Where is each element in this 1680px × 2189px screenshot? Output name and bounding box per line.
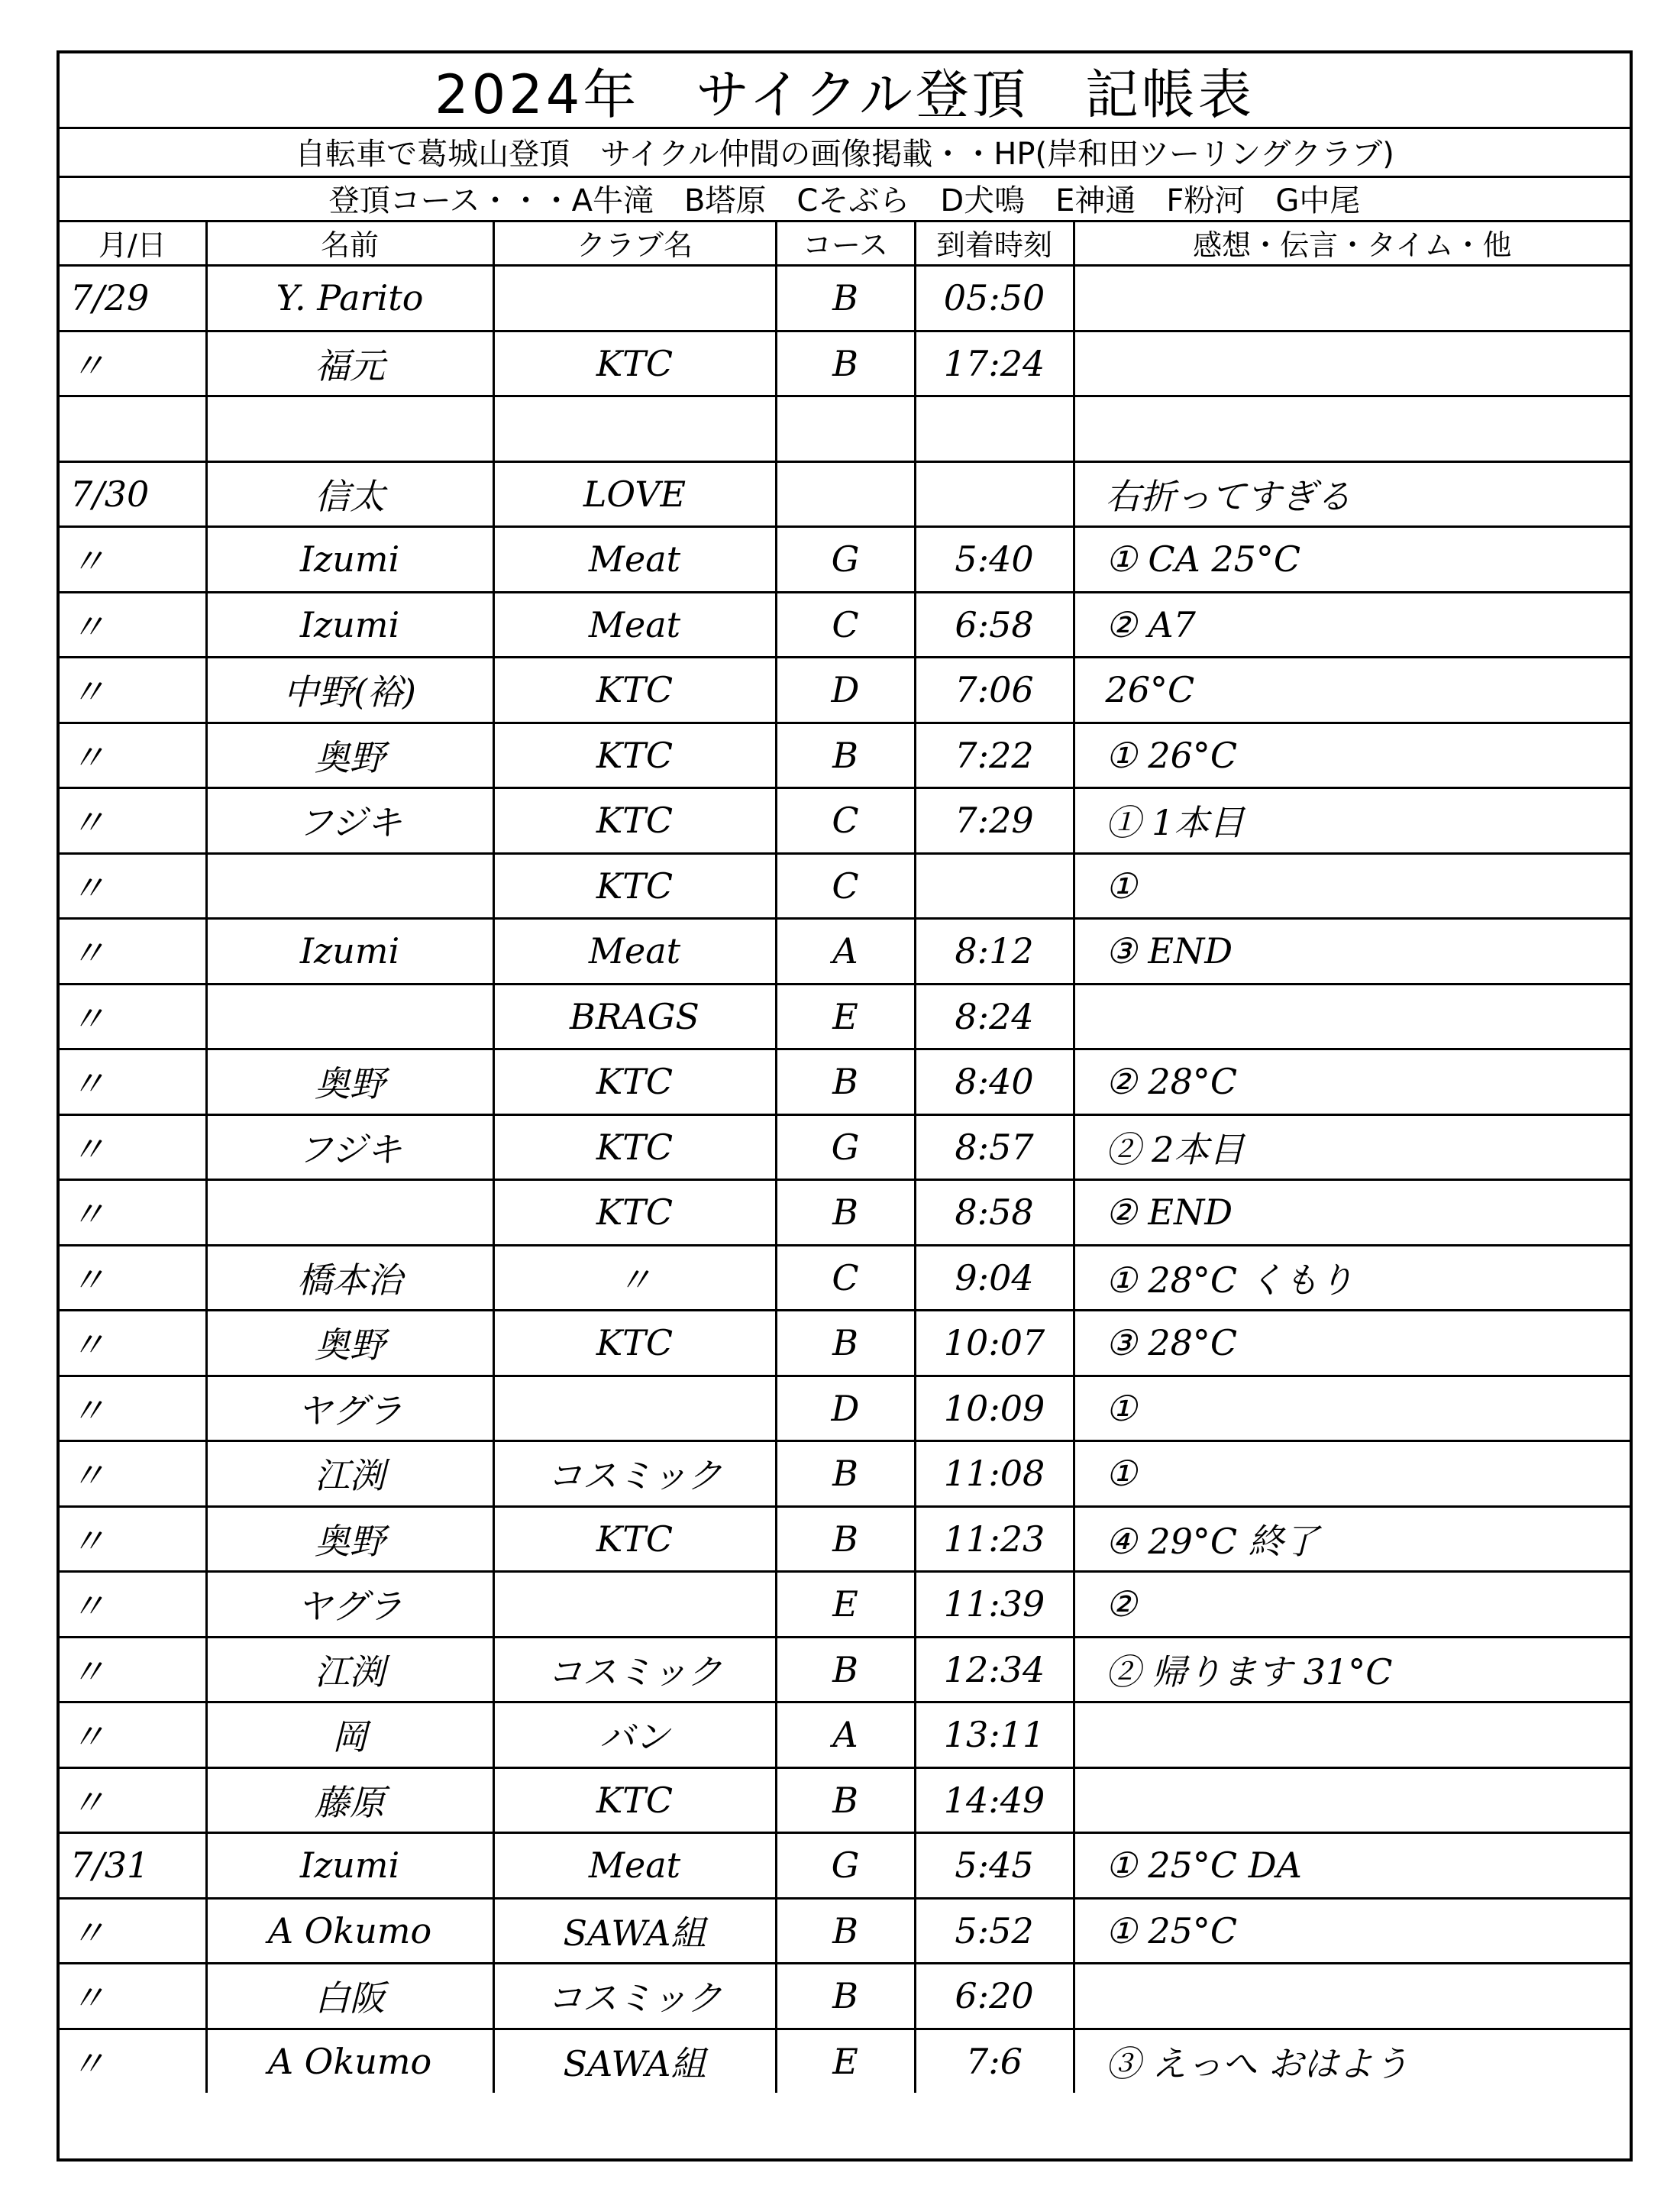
cell-note: ② 2本目 <box>1074 1114 1630 1180</box>
table-row <box>60 1637 1630 1702</box>
cell-name: Izumi <box>206 1833 493 1899</box>
table-row <box>60 527 1630 593</box>
cell-name: ヤグラ <box>206 1572 493 1638</box>
cell-name: フジキ <box>206 788 493 854</box>
cell-name <box>206 853 493 919</box>
table-row <box>60 1376 1630 1441</box>
table-row <box>60 1767 1630 1833</box>
table-row <box>60 396 1630 462</box>
table-row <box>60 1245 1630 1311</box>
cell-club: KTC <box>493 853 776 919</box>
cell-time: 8:58 <box>915 1180 1074 1246</box>
cell-club: KTC <box>493 1506 776 1572</box>
cell-name: 奥野 <box>206 723 493 788</box>
cell-time <box>915 461 1074 527</box>
cell-note: ② 帰ります 31°C <box>1074 1637 1630 1702</box>
cell-note: ① 25°C <box>1074 1898 1630 1964</box>
cell-time: 6:58 <box>915 592 1074 658</box>
course-legend: 登頂コース・・・A牛滝 B塔原 Cそぶら D犬鳴 E神通 F粉河 G中尾 <box>60 176 1630 222</box>
cell-name: ヤグラ <box>206 1376 493 1441</box>
cell-time: 5:52 <box>915 1898 1074 1964</box>
cell-note: ① <box>1074 1376 1630 1441</box>
cell-club: コスミック <box>493 1964 776 2029</box>
table-row <box>60 331 1630 396</box>
cell-date: 〃 <box>60 1114 206 1180</box>
cell-date: 〃 <box>60 658 206 723</box>
page-title: 2024年 サイクル登頂 記帳表 <box>60 53 1630 129</box>
cell-name: 江渕 <box>206 1441 493 1507</box>
cell-club: KTC <box>493 723 776 788</box>
logbook-table <box>60 220 1630 2093</box>
cell-course: E <box>776 2029 915 2093</box>
header-course: コース <box>776 220 915 266</box>
cell-date: 〃 <box>60 984 206 1049</box>
cell-course: B <box>776 1441 915 1507</box>
cell-course: B <box>776 1049 915 1115</box>
cell-name: Izumi <box>206 592 493 658</box>
cell-note <box>1074 331 1630 396</box>
cell-course: B <box>776 1180 915 1246</box>
cell-date: 7/30 <box>60 461 206 527</box>
cell-course <box>776 461 915 527</box>
cell-name: Y. Parito <box>206 266 493 331</box>
cell-time <box>915 853 1074 919</box>
cell-name: 福元 <box>206 331 493 396</box>
table-row <box>60 1833 1630 1899</box>
cell-course: C <box>776 592 915 658</box>
cell-note: ③ えっへ おはよう <box>1074 2029 1630 2093</box>
cell-date: 〃 <box>60 592 206 658</box>
cell-name: Izumi <box>206 527 493 593</box>
cell-date: 〃 <box>60 1441 206 1507</box>
cell-name <box>206 396 493 462</box>
cell-club <box>493 1376 776 1441</box>
header-date: 月/日 <box>60 220 206 266</box>
cell-course: B <box>776 331 915 396</box>
cell-time: 8:57 <box>915 1114 1074 1180</box>
cell-time: 9:04 <box>915 1245 1074 1311</box>
cell-date: 〃 <box>60 919 206 985</box>
cell-time: 10:07 <box>915 1311 1074 1376</box>
cell-time: 14:49 <box>915 1767 1074 1833</box>
cell-club: Meat <box>493 919 776 985</box>
cell-time <box>915 396 1074 462</box>
cell-note: ③ END <box>1074 919 1630 985</box>
cell-club: KTC <box>493 1114 776 1180</box>
cell-course: E <box>776 1572 915 1638</box>
cell-club: Meat <box>493 527 776 593</box>
cell-note <box>1074 984 1630 1049</box>
cell-date: 〃 <box>60 1506 206 1572</box>
cell-date: 〃 <box>60 788 206 854</box>
cell-course: A <box>776 1702 915 1768</box>
cell-time: 11:23 <box>915 1506 1074 1572</box>
cell-time: 11:39 <box>915 1572 1074 1638</box>
cell-name <box>206 984 493 1049</box>
header-row <box>60 220 1630 266</box>
cell-course <box>776 396 915 462</box>
cell-date: 〃 <box>60 1898 206 1964</box>
cell-course: C <box>776 853 915 919</box>
table-row <box>60 788 1630 854</box>
table-row <box>60 658 1630 723</box>
cell-club: BRAGS <box>493 984 776 1049</box>
cell-note: ① 25°C DA <box>1074 1833 1630 1899</box>
cell-date: 〃 <box>60 1245 206 1311</box>
cell-date: 〃 <box>60 1702 206 1768</box>
cell-club: コスミック <box>493 1441 776 1507</box>
cell-course: D <box>776 1376 915 1441</box>
cell-time: 7:22 <box>915 723 1074 788</box>
cell-time: 5:45 <box>915 1833 1074 1899</box>
cell-name: A Okumo <box>206 2029 493 2093</box>
cell-course: G <box>776 1833 915 1899</box>
cell-date: 〃 <box>60 1376 206 1441</box>
cell-note: ① 1本目 <box>1074 788 1630 854</box>
cell-note: ① <box>1074 1441 1630 1507</box>
cell-club <box>493 396 776 462</box>
cell-name: 中野(裕) <box>206 658 493 723</box>
cell-course: D <box>776 658 915 723</box>
cell-date: 〃 <box>60 1311 206 1376</box>
table-row <box>60 853 1630 919</box>
header-name: 名前 <box>206 220 493 266</box>
cell-note: ① 26°C <box>1074 723 1630 788</box>
cell-note: ② END <box>1074 1180 1630 1246</box>
cell-club: KTC <box>493 788 776 854</box>
cell-note: ④ 29°C 終了 <box>1074 1506 1630 1572</box>
cell-club: Meat <box>493 592 776 658</box>
cell-time: 7:6 <box>915 2029 1074 2093</box>
table-row <box>60 1049 1630 1115</box>
cell-note <box>1074 1964 1630 2029</box>
cell-club: バン <box>493 1702 776 1768</box>
cell-name: フジキ <box>206 1114 493 1180</box>
table-row <box>60 2029 1630 2093</box>
header-club: クラブ名 <box>493 220 776 266</box>
cell-time: 05:50 <box>915 266 1074 331</box>
cell-club: 〃 <box>493 1245 776 1311</box>
cell-note: ① 28°C くもり <box>1074 1245 1630 1311</box>
cell-note <box>1074 396 1630 462</box>
cell-club: SAWA組 <box>493 1898 776 1964</box>
cell-name: 奥野 <box>206 1311 493 1376</box>
cell-time: 7:06 <box>915 658 1074 723</box>
cell-time: 6:20 <box>915 1964 1074 2029</box>
cell-name: 奥野 <box>206 1049 493 1115</box>
cell-time: 10:09 <box>915 1376 1074 1441</box>
cell-time: 13:11 <box>915 1702 1074 1768</box>
logbook-sheet <box>57 50 1633 2162</box>
cell-club: KTC <box>493 1767 776 1833</box>
cell-course: E <box>776 984 915 1049</box>
cell-note: ② <box>1074 1572 1630 1638</box>
cell-name: 藤原 <box>206 1767 493 1833</box>
cell-time: 17:24 <box>915 331 1074 396</box>
table-row <box>60 723 1630 788</box>
cell-club: KTC <box>493 1049 776 1115</box>
cell-course: B <box>776 723 915 788</box>
cell-name: Izumi <box>206 919 493 985</box>
cell-club: SAWA組 <box>493 2029 776 2093</box>
cell-time: 8:12 <box>915 919 1074 985</box>
cell-date: 〃 <box>60 723 206 788</box>
cell-date: 7/29 <box>60 266 206 331</box>
cell-name: 江渕 <box>206 1637 493 1702</box>
header-time: 到着時刻 <box>915 220 1074 266</box>
cell-time: 5:40 <box>915 527 1074 593</box>
cell-name: A Okumo <box>206 1898 493 1964</box>
cell-course: G <box>776 1114 915 1180</box>
cell-name: 岡 <box>206 1702 493 1768</box>
cell-date: 7/31 <box>60 1833 206 1899</box>
table-row <box>60 1506 1630 1572</box>
cell-date: 〃 <box>60 1572 206 1638</box>
cell-name: 白阪 <box>206 1964 493 2029</box>
cell-course: B <box>776 1311 915 1376</box>
cell-note: ① <box>1074 853 1630 919</box>
cell-club: KTC <box>493 1180 776 1246</box>
table-row <box>60 592 1630 658</box>
table-row <box>60 1964 1630 2029</box>
table-row <box>60 1114 1630 1180</box>
cell-course: B <box>776 1637 915 1702</box>
table-row <box>60 1572 1630 1638</box>
cell-note: 26°C <box>1074 658 1630 723</box>
cell-time: 8:24 <box>915 984 1074 1049</box>
cell-note: ② A7 <box>1074 592 1630 658</box>
cell-club: KTC <box>493 1311 776 1376</box>
cell-club <box>493 1572 776 1638</box>
table-row <box>60 1311 1630 1376</box>
cell-date: 〃 <box>60 1180 206 1246</box>
table-row <box>60 266 1630 331</box>
cell-course: A <box>776 919 915 985</box>
cell-course: G <box>776 527 915 593</box>
cell-time: 12:34 <box>915 1637 1074 1702</box>
cell-note: ③ 28°C <box>1074 1311 1630 1376</box>
cell-note <box>1074 1702 1630 1768</box>
cell-club: Meat <box>493 1833 776 1899</box>
cell-club: LOVE <box>493 461 776 527</box>
table-body <box>60 266 1630 2094</box>
cell-name <box>206 1180 493 1246</box>
cell-course: B <box>776 1898 915 1964</box>
table-row <box>60 1702 1630 1768</box>
cell-date: 〃 <box>60 1049 206 1115</box>
cell-date: 〃 <box>60 1637 206 1702</box>
cell-note: ① CA 25°C <box>1074 527 1630 593</box>
cell-name: 信太 <box>206 461 493 527</box>
cell-club <box>493 266 776 331</box>
cell-date <box>60 396 206 462</box>
cell-date: 〃 <box>60 527 206 593</box>
table-row <box>60 1180 1630 1246</box>
table-row <box>60 1898 1630 1964</box>
cell-time: 7:29 <box>915 788 1074 854</box>
cell-note <box>1074 266 1630 331</box>
table-row <box>60 461 1630 527</box>
cell-time: 11:08 <box>915 1441 1074 1507</box>
table-row <box>60 984 1630 1049</box>
cell-date: 〃 <box>60 853 206 919</box>
cell-club: KTC <box>493 658 776 723</box>
cell-date: 〃 <box>60 1964 206 2029</box>
cell-note <box>1074 1767 1630 1833</box>
cell-time: 8:40 <box>915 1049 1074 1115</box>
header-note: 感想・伝言・タイム・他 <box>1074 220 1630 266</box>
cell-name: 橋本治 <box>206 1245 493 1311</box>
cell-name: 奥野 <box>206 1506 493 1572</box>
cell-course: B <box>776 1964 915 2029</box>
subtitle: 自転車で葛城山登頂 サイクル仲間の画像掲載・・HP(岸和田ツーリングクラブ) <box>60 127 1630 178</box>
cell-course: B <box>776 1767 915 1833</box>
cell-course: B <box>776 266 915 331</box>
cell-course: B <box>776 1506 915 1572</box>
cell-club: KTC <box>493 331 776 396</box>
cell-date: 〃 <box>60 331 206 396</box>
cell-club: コスミック <box>493 1637 776 1702</box>
cell-course: C <box>776 788 915 854</box>
cell-course: C <box>776 1245 915 1311</box>
table-row <box>60 919 1630 985</box>
cell-date: 〃 <box>60 1767 206 1833</box>
cell-date: 〃 <box>60 2029 206 2093</box>
cell-note: 右折ってすぎる <box>1074 461 1630 527</box>
cell-note: ② 28°C <box>1074 1049 1630 1115</box>
table-row <box>60 1441 1630 1507</box>
